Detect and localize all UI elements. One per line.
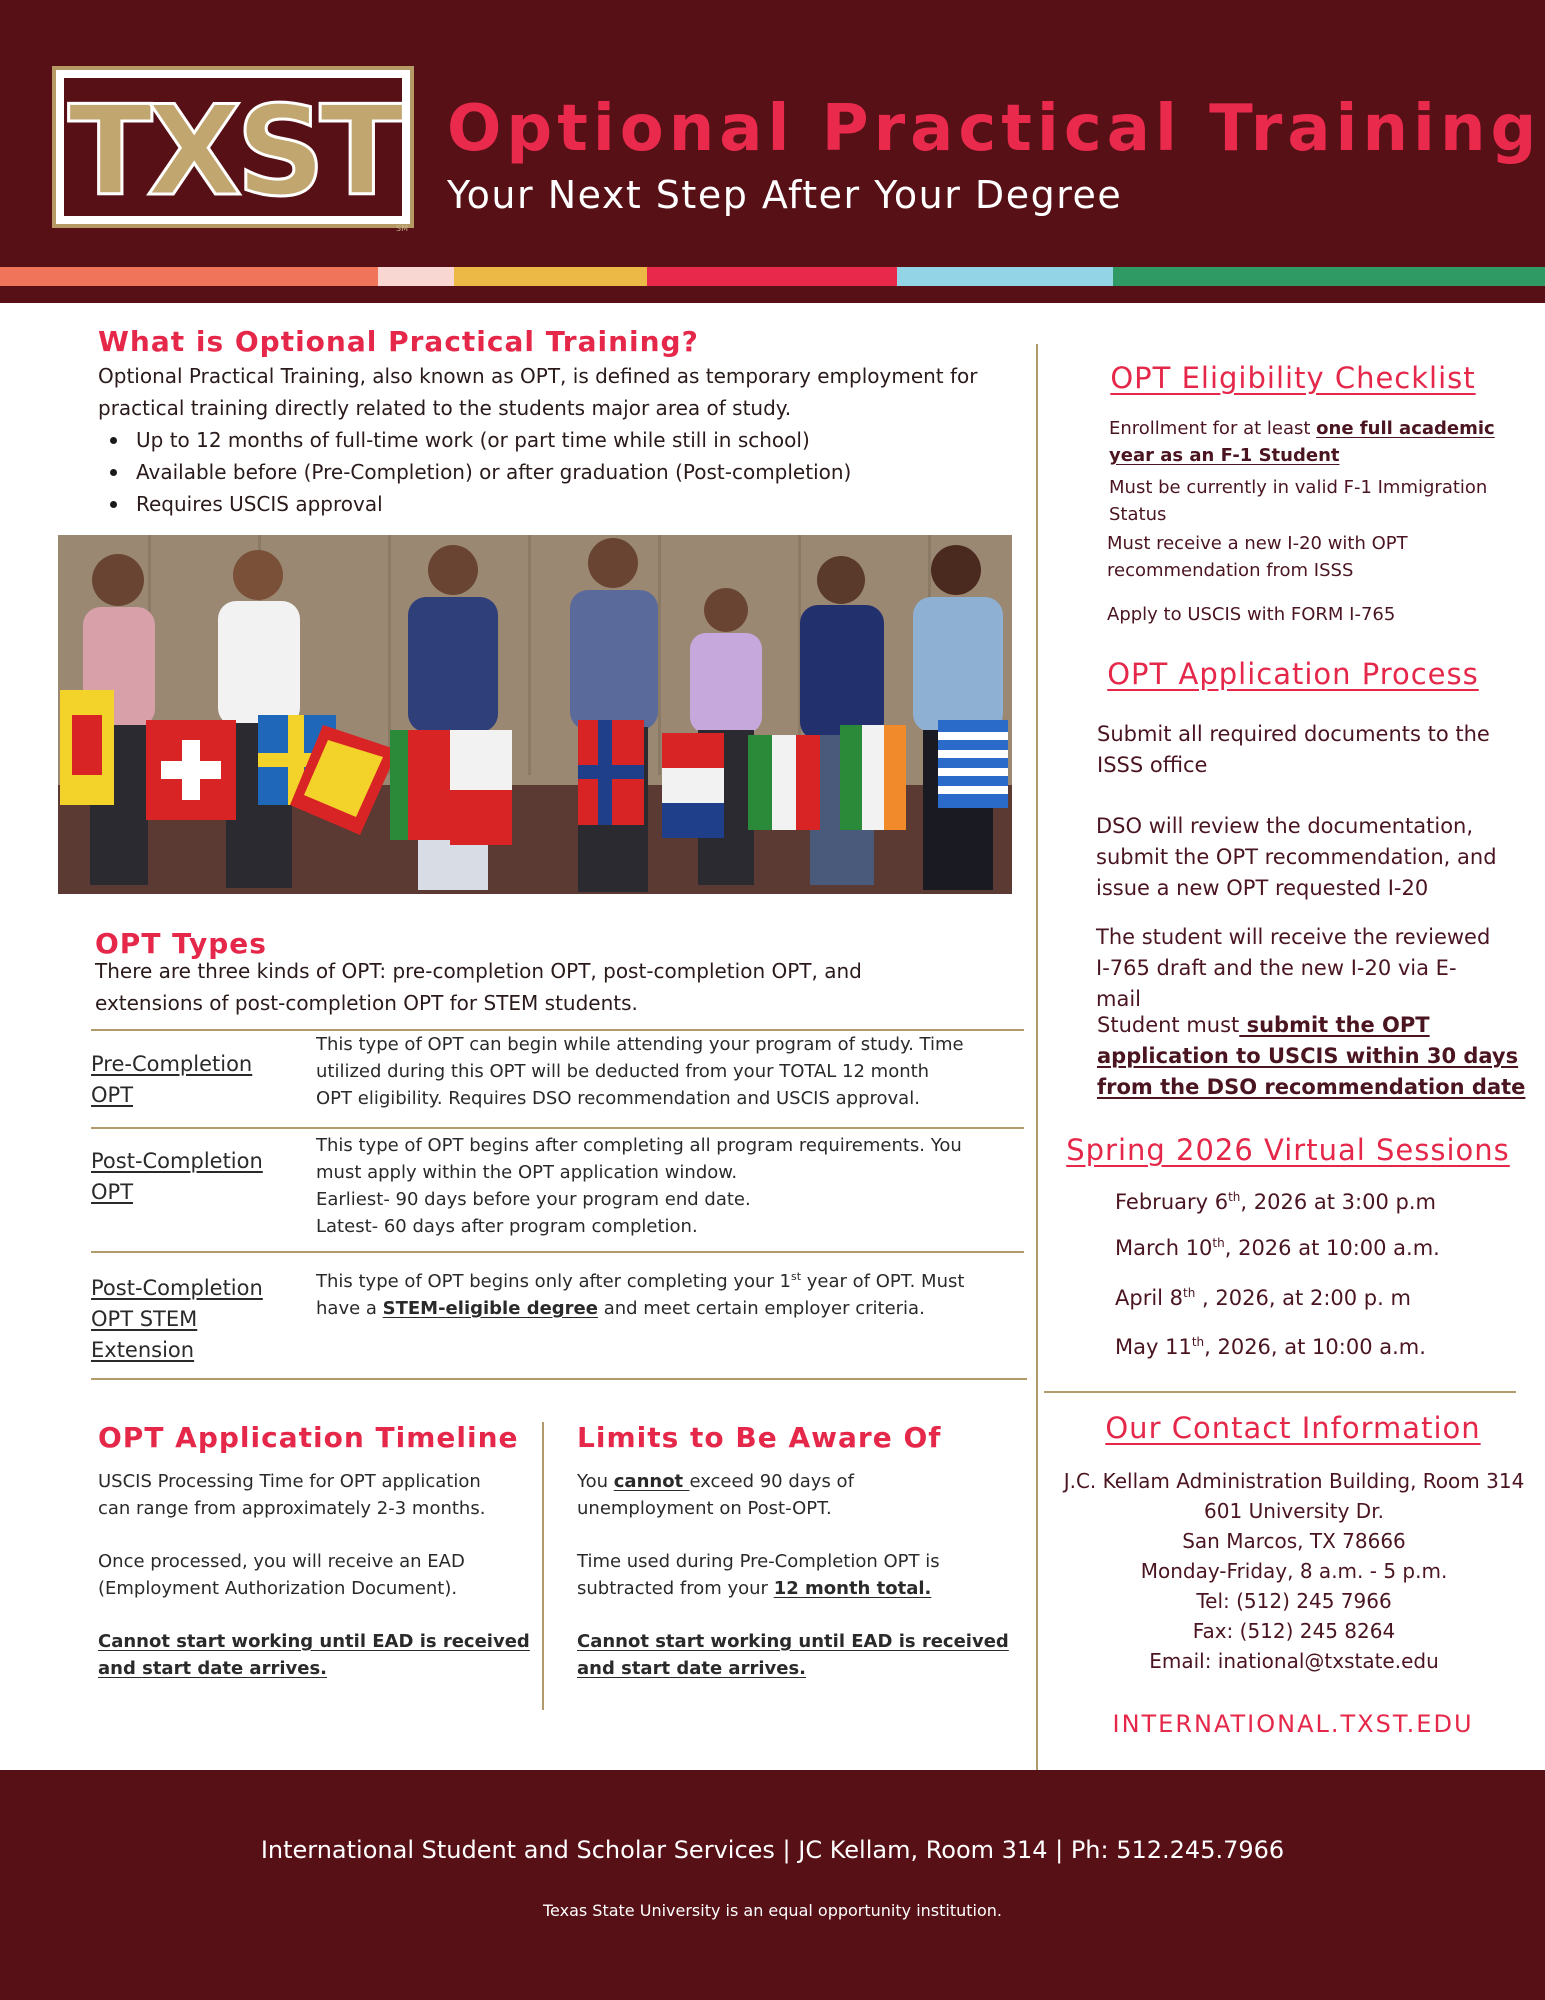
footer-office-info: International Student and Scholar Services | JC Kellam, Room 314 | Ph: 512.245.7966 bbox=[260, 1836, 1285, 1864]
session-item: April 8th , 2026, at 2:00 p. m bbox=[1115, 1286, 1411, 1310]
color-stripe-4 bbox=[647, 267, 897, 286]
process-step-dso-review: DSO will review the documentation, submit the OPT recommendation, and issue a new OPT requested I-20 bbox=[1096, 814, 1497, 900]
stem-eligible-degree-link[interactable]: STEM-eligible degree bbox=[382, 1298, 598, 1319]
color-stripe-5 bbox=[897, 267, 1113, 286]
process-step-submit: Submit all required documents to the ISSS office bbox=[1097, 722, 1490, 777]
contact-heading: Our Contact Information bbox=[1105, 1411, 1481, 1445]
opt-types-heading: OPT Types bbox=[95, 927, 267, 960]
checklist-item-status: Must be currently in valid F-1 Immigration Status bbox=[1109, 477, 1488, 525]
color-stripe-6 bbox=[1113, 267, 1545, 286]
table-divider bbox=[91, 1378, 1027, 1380]
what-is-opt-intro: Optional Practical Training, also known as OPT, is defined as temporary employment for practical training directly related to the students major area of study. bbox=[98, 364, 978, 420]
contact-details: J.C. Kellam Administration Building, Room 314 601 University Dr. San Marcos, TX 78666 Monday-Friday, 8 a.m. - 5 p.m. Tel: (512) 245 7966 Fax: (512) 245 8264 Email: inational@txstate.edu bbox=[1043, 1466, 1545, 1676]
post-completion-opt-description: This type of OPT begins after completing all program requirements. You must apply within the OPT application window. Earliest- 90 days before your program end date. Latest- 60 days after program completion. bbox=[316, 1135, 962, 1237]
virtual-sessions-heading: Spring 2026 Virtual Sessions bbox=[1066, 1133, 1510, 1167]
timeline-heading: OPT Application Timeline bbox=[98, 1421, 519, 1454]
pre-completion-opt-description: This type of OPT can begin while attending your program of study. Time utilized during this OPT will be deducted from your TOTAL 12 month OPT eligibility. Requires DSO recommendation and USCIS approval. bbox=[316, 1034, 964, 1109]
session-item: May 11th, 2026, at 10:00 a.m. bbox=[1115, 1335, 1426, 1359]
limits-text: You cannot exceed 90 days of unemployment on Post-OPT. Time used during Pre-Completion OPT is subtracted from your 12 month total. Cannot start working until EAD is received and start date arrives. bbox=[577, 1471, 1009, 1679]
list-item: Up to 12 months of full-time work (or part time while still in school) bbox=[98, 424, 998, 456]
limits-heading: Limits to Be Aware Of bbox=[577, 1421, 942, 1454]
right-column-divider bbox=[1044, 1391, 1516, 1393]
pre-completion-opt-label: Pre-Completion OPT bbox=[91, 1052, 253, 1107]
color-stripe-3 bbox=[454, 267, 647, 286]
checklist-item-i765: Apply to USCIS with FORM I-765 bbox=[1107, 604, 1396, 625]
footer-banner bbox=[0, 1770, 1545, 2000]
logo-service-mark: SM bbox=[396, 224, 408, 233]
stem-extension-opt-description: This type of OPT begins only after completing your 1st year of OPT. Must have a STEM-eligible degree and meet certain employer criteria. bbox=[316, 1270, 965, 1319]
what-is-opt-heading: What is Optional Practical Training? bbox=[98, 325, 699, 358]
logo-text: TXST bbox=[67, 80, 399, 224]
post-completion-opt-label: Post-Completion OPT bbox=[91, 1149, 263, 1204]
list-item: Available before (Pre-Completion) or after graduation (Post-completion) bbox=[98, 456, 998, 488]
session-item: February 6th, 2026 at 3:00 p.m bbox=[1115, 1190, 1436, 1214]
eligibility-checklist-heading: OPT Eligibility Checklist bbox=[1110, 361, 1476, 395]
column-divider bbox=[542, 1422, 544, 1710]
checklist-item-i20: Must receive a new I-20 with OPT recommendation from ISSS bbox=[1107, 533, 1408, 581]
process-step-receive: The student will receive the reviewed I-765 draft and the new I-20 via E- mail bbox=[1096, 925, 1491, 1011]
opt-types-intro: There are three kinds of OPT: pre-completion OPT, post-completion OPT, and extensions of post-completion OPT for STEM students. bbox=[95, 959, 862, 1015]
table-divider bbox=[91, 1127, 1024, 1129]
application-process-heading: OPT Application Process bbox=[1107, 657, 1479, 691]
contact-email[interactable]: Email: inational@txstate.edu bbox=[1149, 1649, 1439, 1673]
txst-logo bbox=[52, 66, 414, 228]
opt-features-list bbox=[98, 424, 998, 520]
color-stripe-2 bbox=[378, 267, 454, 286]
color-stripe-1 bbox=[0, 267, 378, 286]
checklist-item-enrollment: Enrollment for at least one full academic year as an F-1 Student bbox=[1109, 418, 1495, 466]
page-subtitle: Your Next Step After Your Degree bbox=[447, 173, 1123, 217]
session-item: March 10th, 2026 at 10:00 a.m. bbox=[1115, 1236, 1440, 1260]
page-title: Optional Practical Training bbox=[447, 92, 1542, 166]
footer-equal-opportunity: Texas State University is an equal opportunity institution. bbox=[542, 1901, 1002, 1920]
timeline-text: USCIS Processing Time for OPT application can range from approximately 2-3 months. Once processed, you will receive an EAD (Employment Authorization Document). Cannot start working until EAD is received and start date arrives. bbox=[98, 1471, 530, 1679]
table-divider bbox=[91, 1251, 1024, 1253]
list-item: Requires USCIS approval bbox=[98, 488, 998, 520]
website-link[interactable]: INTERNATIONAL.TXST.EDU bbox=[1112, 1710, 1474, 1738]
stem-extension-opt-label: Post-Completion OPT STEM Extension bbox=[91, 1276, 263, 1362]
students-with-flags-photo bbox=[58, 535, 1012, 894]
main-column-divider bbox=[1036, 344, 1038, 1770]
process-step-apply-uscis: Student must submit the OPT application to USCIS within 30 days from the DSO recommendation date bbox=[1097, 1013, 1526, 1099]
